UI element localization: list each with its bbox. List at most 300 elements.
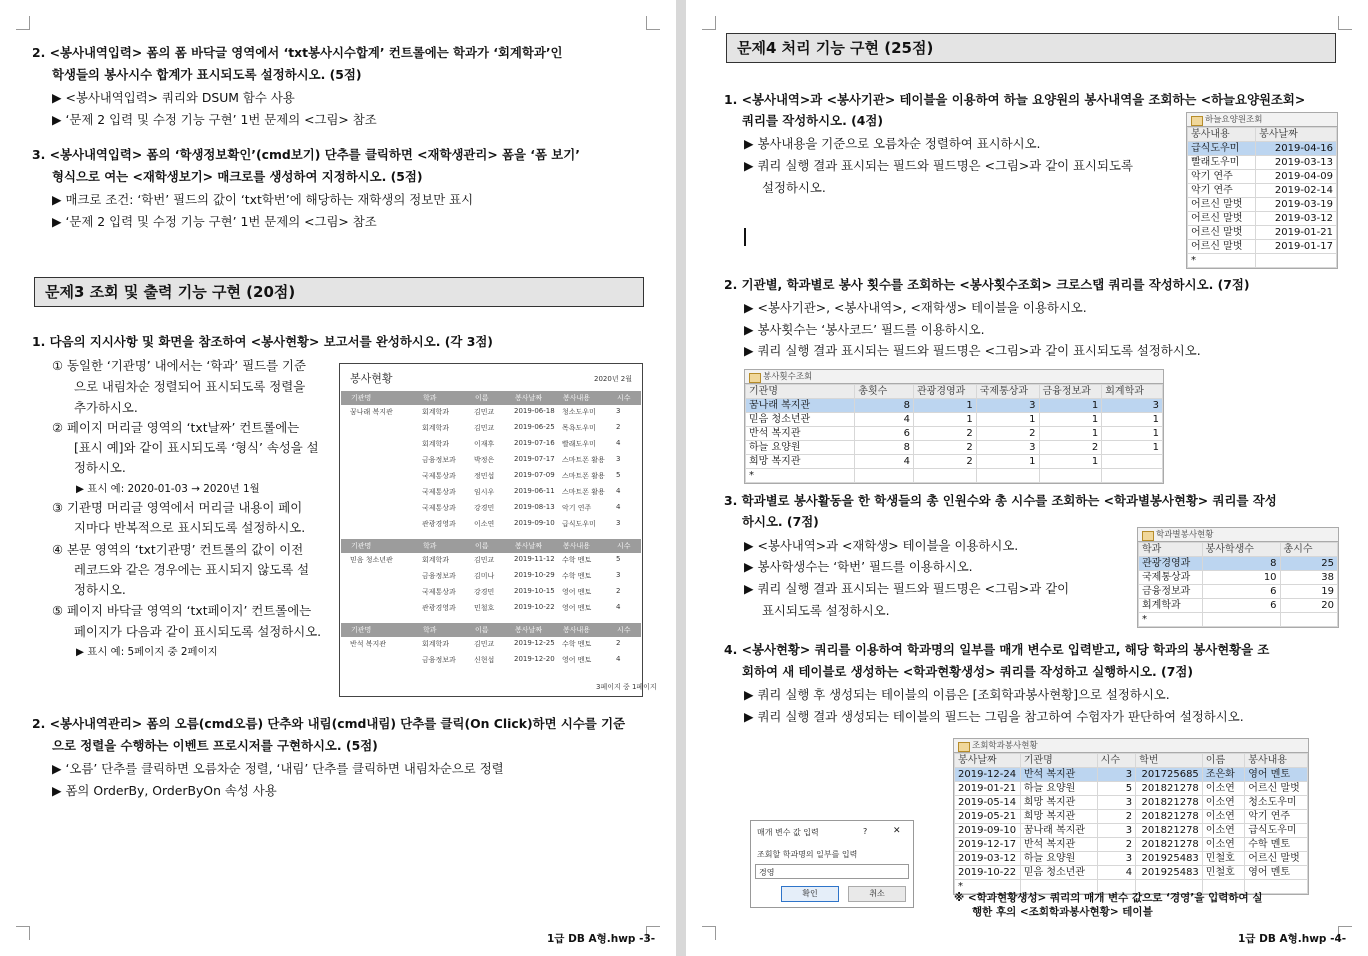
report-cell: 4	[616, 487, 621, 495]
report-header-cell: 학과	[423, 542, 437, 550]
report-cell: 5	[616, 471, 621, 479]
table-cell: 38	[1280, 571, 1337, 585]
report-cell: 2019-12-25	[514, 639, 555, 647]
q2-text: 2. <봉사내역입력> 폼의 폼 바닥글 영역에서 ‘txt봉사시수합계’ 컨트롤에는 학과가 ‘회계학과’인	[32, 45, 563, 60]
bullet: 설정하시오.	[762, 180, 826, 195]
report-cell: 김미나	[474, 572, 495, 580]
table-cell: 어르신 말벗	[1245, 852, 1308, 866]
table-cell: 하늘 요양원	[746, 441, 855, 455]
report-cell: 수학 멘토	[562, 556, 592, 564]
report-header-band	[341, 623, 641, 637]
report-cell: 4	[616, 603, 621, 611]
table-header-cell: 총시수	[1280, 543, 1337, 557]
table-cell: 4	[1097, 866, 1135, 880]
table-cell: 2019-04-16	[1256, 142, 1337, 156]
table-cell: 20	[1280, 599, 1337, 613]
table-cell: 악기 연주	[1188, 170, 1256, 184]
page-footer: 1급 DB A형.hwp -4-	[1238, 933, 1347, 945]
report-cell: 2019-11-12	[514, 555, 555, 563]
table-cell	[1102, 469, 1163, 483]
table-cell: 믿음 청소년관	[746, 413, 855, 427]
report-header-cell: 시수	[617, 394, 631, 402]
table-row	[746, 441, 1163, 455]
table-cell: 영어 멘토	[1245, 768, 1308, 782]
table-title: 조회학과봉사현황	[954, 739, 1308, 753]
table-header-row	[1188, 128, 1337, 142]
table-cell: 201925483	[1136, 852, 1203, 866]
instruction-line: 추가하시오.	[74, 400, 138, 415]
report-group-name: 믿음 청소년관	[350, 556, 393, 564]
table-cell: 201925483	[1136, 866, 1203, 880]
report-header-cell: 봉사내용	[563, 394, 591, 402]
table-cell: 1	[976, 413, 1039, 427]
report-cell: 2019-06-25	[514, 423, 555, 431]
report-cell: 국제통상과	[422, 504, 456, 512]
instruction-line: ③ 기관명 머리글 영역에서 머리글 내용이 페이	[52, 500, 303, 515]
table-cell: *	[955, 880, 1021, 894]
report-cell: 금융정보과	[422, 456, 456, 464]
parameter-input[interactable]: 경영	[755, 864, 909, 879]
report-cell: 5	[616, 555, 621, 563]
table-row	[1188, 198, 1337, 212]
page-4	[686, 0, 1368, 956]
query-result-table	[744, 369, 1164, 484]
table-cell: 1	[1039, 413, 1102, 427]
report-cell: 목욕도우미	[562, 424, 596, 432]
report-cell: 영어 멘토	[562, 588, 592, 596]
report-cell: 스마트폰 활용	[562, 472, 605, 480]
bullet: ▶ 쿼리 실행 결과 생성되는 테이블의 필드는 그림을 참고하여 수험자가 판단하여 설정하시오.	[744, 709, 1244, 724]
instruction-line: 으로 내림차순 정렬되어 표시되도록 정렬을	[74, 379, 306, 394]
report-cell: 금융정보과	[422, 656, 456, 664]
table-header-cell: 기관명	[1020, 754, 1097, 768]
table-cell: 2019-12-24	[955, 768, 1021, 782]
q3-text: 3. 학과별로 봉사활동을 한 학생들의 총 인원수와 총 시수를 조회하는 <학과별봉사현황> 쿼리를 작성	[724, 493, 1277, 508]
report-cell: 3	[616, 407, 621, 415]
report-header-cell: 기관명	[351, 542, 372, 550]
table-title: 학과별봉사현황	[1138, 528, 1338, 542]
note: ※ <학과현황생성> 쿼리의 매개 변수 값으로 ‘경영’을 입력하여 실	[954, 892, 1263, 904]
report-cell: 3	[616, 519, 621, 527]
bullet: ▶ 봉사횟수는 ‘봉사코드’ 필드를 이용하시오.	[744, 322, 985, 337]
table-header-cell: 시수	[1097, 754, 1135, 768]
table-row	[1188, 184, 1337, 198]
report-cell: 회계학과	[422, 640, 450, 648]
table-row	[1188, 142, 1337, 156]
table-header-cell: 국제통상과	[976, 385, 1039, 399]
bullet: ▶ ‘문제 2 입력 및 수정 기능 구현’ 1번 문제의 <그림> 참조	[52, 214, 377, 229]
table-cell: 믿음 청소년관	[1020, 866, 1097, 880]
query-result-table	[1137, 527, 1339, 628]
table-cell: 8	[855, 399, 914, 413]
report-cell: 박정은	[474, 456, 495, 464]
report-cell: 2019-12-20	[514, 655, 555, 663]
report-cell: 스마트폰 활용	[562, 488, 605, 496]
report-cell: 3	[616, 455, 621, 463]
table-row	[955, 866, 1308, 880]
table-cell: 2019-09-10	[955, 824, 1021, 838]
table-cell: 201821278	[1136, 782, 1203, 796]
table-cell: 2	[914, 455, 977, 469]
report-group-name: 반석 복지관	[350, 640, 387, 648]
bullet: ▶ <봉사내역>과 <재학생> 테이블을 이용하시오.	[744, 538, 1019, 553]
table-row	[1188, 240, 1337, 254]
table-cell: 어르신 말벗	[1188, 226, 1256, 240]
table-new-row	[1139, 613, 1338, 627]
table-header-cell: 봉사내용	[1245, 754, 1308, 768]
report-cell: 2019-08-13	[514, 503, 555, 511]
table-cell: 이소연	[1202, 782, 1244, 796]
table-header-row	[955, 754, 1308, 768]
bullet: ▶ 매크로 조건: ‘학번’ 필드의 값이 ‘txt학번’에 해당하는 재학생의 정보만 표시	[52, 192, 474, 207]
bullet: 표시되도록 설정하시오.	[762, 603, 890, 618]
table-title: 봉사횟수조회	[745, 370, 1163, 384]
table-cell: 2019-05-21	[955, 810, 1021, 824]
table-header-cell: 총횟수	[855, 385, 914, 399]
table-cell: 2019-12-17	[955, 838, 1021, 852]
report-cell: 빨래도우미	[562, 440, 596, 448]
table-row	[1188, 212, 1337, 226]
table-row	[1139, 571, 1338, 585]
instruction-line: ② 페이지 머리글 영역의 ‘txt날짜’ 컨트롤에는	[52, 420, 300, 435]
table-cell: 201821278	[1136, 838, 1203, 852]
report-cell: 국제통상과	[422, 488, 456, 496]
table-row	[955, 824, 1308, 838]
table-cell: 4	[855, 455, 914, 469]
table-cell: 2019-03-19	[1256, 198, 1337, 212]
help-icon[interactable]: ?	[863, 827, 868, 836]
report-cell: 신현섭	[474, 656, 495, 664]
report-cell: 2019-06-11	[514, 487, 555, 495]
table-cell: 2019-02-14	[1256, 184, 1337, 198]
table-cell: 청소도우미	[1245, 796, 1308, 810]
table-row	[1188, 226, 1337, 240]
ok-button[interactable]: 확인	[781, 886, 839, 902]
bullet: ▶ 쿼리 실행 결과 표시되는 필드와 필드명은 <그림>과 같이 표시되도록	[744, 158, 1133, 173]
table-cell: 1	[1039, 427, 1102, 441]
table-cell: *	[1139, 613, 1203, 627]
table-cell: 2019-01-17	[1256, 240, 1337, 254]
table-cell: 3	[1097, 768, 1135, 782]
table-cell: 2	[1039, 441, 1102, 455]
report-header-cell: 학과	[423, 626, 437, 634]
report-header-band	[341, 539, 641, 553]
table-cell: 관광경영과	[1139, 557, 1203, 571]
instruction-line: ▶ 표시 예: 5페이지 중 2페이지	[76, 646, 218, 658]
table-cell: 3	[1102, 399, 1163, 413]
q3-text: 하시오. (7점)	[742, 514, 819, 529]
report-header-cell: 이름	[475, 626, 489, 634]
report-header-cell: 기관명	[351, 394, 372, 402]
table-cell: 8	[1202, 557, 1280, 571]
table-cell: 2	[914, 427, 977, 441]
table-header-cell: 봉사내용	[1188, 128, 1256, 142]
report-cell: 회계학과	[422, 556, 450, 564]
section-heading: 문제3 조회 및 출력 기능 구현 (20점)	[34, 277, 644, 307]
table-row	[955, 810, 1308, 824]
report-cell: 강경민	[474, 504, 495, 512]
table-cell: 2	[1097, 810, 1135, 824]
table-cell: 10	[1202, 571, 1280, 585]
table-cell: 민철호	[1202, 866, 1244, 880]
q1-text: 쿼리를 작성하시오. (4점)	[742, 113, 884, 128]
table-cell: 2	[976, 427, 1039, 441]
q4-text: 회하여 새 테이블로 생성하는 <학과현황생성> 쿼리를 작성하고 실행하시오. (7점)	[742, 664, 1193, 679]
report-cell: 이재후	[474, 440, 495, 448]
parameter-dialog	[750, 820, 914, 908]
report-header-band	[341, 391, 641, 405]
table-cell: 2	[1097, 838, 1135, 852]
report-cell: 스마트폰 활용	[562, 456, 605, 464]
report-cell: 영어 멘토	[562, 604, 592, 612]
instruction-line: 정하시오.	[74, 460, 126, 475]
table-cell: 이소연	[1202, 824, 1244, 838]
report-date: 2020년 2월	[594, 375, 633, 383]
table-row	[955, 838, 1308, 852]
table-cell: 1	[1039, 399, 1102, 413]
table-cell: 조은화	[1202, 768, 1244, 782]
table-cell: 꿈나래 복지관	[746, 399, 855, 413]
report-header-cell: 시수	[617, 626, 631, 634]
report-title: 봉사현황	[350, 372, 393, 385]
table-row	[1139, 585, 1338, 599]
table-row	[746, 427, 1163, 441]
report-cell: 4	[616, 655, 621, 663]
report-cell: 악기 연주	[562, 504, 592, 512]
table-header-cell: 봉사날짜	[1256, 128, 1337, 142]
table-cell: 1	[914, 399, 977, 413]
table-cell: 어르신 말벗	[1188, 198, 1256, 212]
table-cell	[1102, 455, 1163, 469]
table-cell: 2019-05-14	[955, 796, 1021, 810]
query-result-table	[1186, 112, 1338, 269]
instruction-line: 정하시오.	[74, 582, 126, 597]
table-cell: 반석 복지관	[746, 427, 855, 441]
bullet: ▶ 쿼리 실행 결과 표시되는 필드와 필드명은 <그림>과 같이	[744, 581, 1070, 596]
table-cell: 민철호	[1202, 852, 1244, 866]
text-cursor	[744, 228, 746, 246]
table-cell: 수학 멘토	[1245, 838, 1308, 852]
report-cell: 이소연	[474, 520, 495, 528]
table-header-cell: 회계학과	[1102, 385, 1163, 399]
crop-mark	[702, 16, 716, 30]
report-header-cell: 이름	[475, 542, 489, 550]
table-cell: 1	[914, 413, 977, 427]
table-cell: 1	[976, 455, 1039, 469]
q1-text: 1. 다음의 지시사항 및 화면을 참조하여 <봉사현황> 보고서를 완성하시오. (각 3점)	[32, 334, 493, 349]
table-cell: 2	[914, 441, 977, 455]
page-footer: 1급 DB A형.hwp -3-	[547, 933, 656, 945]
report-cell: 2019-07-16	[514, 439, 555, 447]
table-header-cell: 학과	[1139, 543, 1203, 557]
table-row	[746, 455, 1163, 469]
report-cell: 관광경영과	[422, 520, 456, 528]
report-cell: 김민교	[474, 408, 495, 416]
table-cell: 5	[1097, 782, 1135, 796]
dialog-prompt: 조회할 학과명의 일부를 입력	[757, 850, 858, 859]
table-cell: *	[1188, 254, 1256, 268]
table-header-cell: 이름	[1202, 754, 1244, 768]
instruction-line: 지마다 반복적으로 표시되도록 설정하시오.	[74, 520, 306, 535]
table-cell: 2019-04-09	[1256, 170, 1337, 184]
report-header-cell: 봉사날짜	[515, 542, 543, 550]
report-header-cell: 봉사날짜	[515, 394, 543, 402]
cancel-button[interactable]: 취소	[848, 886, 906, 902]
table-cell: 국제통상과	[1139, 571, 1203, 585]
report-cell: 2019-07-17	[514, 455, 555, 463]
report-header-cell: 봉사날짜	[515, 626, 543, 634]
table-header-cell: 봉사날짜	[955, 754, 1021, 768]
instruction-line: ⑤ 페이지 바닥글 영역의 ‘txt페이지’ 컨트롤에는	[52, 603, 312, 618]
table-cell: 1	[1102, 413, 1163, 427]
table-cell: 8	[855, 441, 914, 455]
report-cell: 2	[616, 639, 621, 647]
report-header-cell: 봉사내용	[563, 542, 591, 550]
table-cell	[1202, 613, 1280, 627]
table-cell: 어르신 말벗	[1188, 212, 1256, 226]
table-cell: 3	[1097, 796, 1135, 810]
instruction-line: 페이지가 다음과 같이 표시되도록 설정하시오.	[74, 624, 322, 639]
table-row	[955, 796, 1308, 810]
bullet: ▶ <봉사내역입력> 쿼리와 DSUM 함수 사용	[52, 90, 295, 105]
q3-text: 3. <봉사내역입력> 폼의 ‘학생정보확인’(cmd보기) 단추를 클릭하면 <재학생관리> 폼을 ‘폼 보기’	[32, 147, 580, 162]
bullet: ▶ <봉사기관>, <봉사내역>, <재학생> 테이블을 이용하시오.	[744, 300, 1087, 315]
table-cell: 3	[976, 399, 1039, 413]
q2-text: 으로 정렬을 수행하는 이벤트 프로시저를 구현하시오. (5점)	[52, 738, 378, 753]
report-cell: 회계학과	[422, 440, 450, 448]
bullet: ▶ 폼의 OrderBy, OrderByOn 속성 사용	[52, 783, 277, 798]
table-cell: 1	[1102, 441, 1163, 455]
table-cell: 반석 복지관	[1020, 838, 1097, 852]
report-cell: 임시우	[474, 488, 495, 496]
report-cell: 청소도우미	[562, 408, 596, 416]
report-header-cell: 이름	[475, 394, 489, 402]
table-row	[746, 413, 1163, 427]
close-icon[interactable]: ✕	[893, 826, 901, 836]
bullet: ▶ 봉사학생수는 ‘학번’ 필드를 이용하시오.	[744, 559, 973, 574]
table-row	[1188, 156, 1337, 170]
table-cell: 어르신 말벗	[1188, 240, 1256, 254]
table-cell: 6	[1202, 599, 1280, 613]
table-header-row	[1139, 543, 1338, 557]
instruction-line: ▶ 표시 예: 2020-01-03 → 2020년 1월	[76, 483, 260, 495]
report-cell: 4	[616, 439, 621, 447]
q2-text: 2. <봉사내역관리> 폼의 오름(cmd오름) 단추와 내림(cmd내림) 단추를 클릭(On Click)하면 시수를 기준	[32, 716, 626, 731]
table-cell: 201725685	[1136, 768, 1203, 782]
table-header-cell: 기관명	[746, 385, 855, 399]
crop-mark	[16, 926, 30, 940]
table-row	[955, 782, 1308, 796]
report-header-cell: 봉사내용	[563, 626, 591, 634]
instruction-line: [표시 예]와 같이 표시되도록 ‘형식’ 속성을 설	[74, 440, 319, 455]
report-cell: 강경민	[474, 588, 495, 596]
report-cell: 김민교	[474, 556, 495, 564]
q4-text: 4. <봉사현황> 쿼리를 이용하여 학과명의 일부를 매개 변수로 입력받고, 해당 학과의 봉사현황을 조	[724, 642, 1270, 657]
report-group-name: 꿈나래 복지관	[350, 408, 393, 416]
instruction-line: 레코드와 같은 경우에는 표시되지 않도록 설	[74, 562, 310, 577]
q2-text: 학생들의 봉사시수 합계가 표시되도록 설정하시오. (5점)	[52, 67, 362, 82]
report-cell: 김민교	[474, 640, 495, 648]
report-cell: 2	[616, 423, 621, 431]
table-cell: 급식도우미	[1188, 142, 1256, 156]
report-header-cell: 기관명	[351, 626, 372, 634]
note: 행한 후의 <조회학과봉사현황> 테이블	[972, 906, 1153, 918]
table-header-cell: 관광경영과	[914, 385, 977, 399]
table-cell: *	[746, 469, 855, 483]
crop-mark	[702, 926, 716, 940]
table-row	[955, 852, 1308, 866]
report-cell: 급식도우미	[562, 520, 596, 528]
table-row	[955, 768, 1308, 782]
table-cell	[1280, 613, 1337, 627]
table-cell: 회계학과	[1139, 599, 1203, 613]
report-cell: 회계학과	[422, 408, 450, 416]
table-cell	[914, 469, 977, 483]
table-row	[1139, 599, 1338, 613]
table-row	[1188, 170, 1337, 184]
table-cell: 이소연	[1202, 838, 1244, 852]
table-cell: 희망 복지관	[1020, 796, 1097, 810]
table-row	[1139, 557, 1338, 571]
table-cell: 반석 복지관	[1020, 768, 1097, 782]
report-cell: 2019-10-29	[514, 571, 555, 579]
report-cell: 2019-09-10	[514, 519, 555, 527]
table-cell	[1256, 254, 1337, 268]
table-cell: 하늘 요양원	[1020, 852, 1097, 866]
table-cell: 201821278	[1136, 796, 1203, 810]
table-cell: 영어 멘토	[1245, 866, 1308, 880]
report-cell: 민철호	[474, 604, 495, 612]
instruction-line: ① 동일한 ‘기관명’ 내에서는 ‘학과’ 필드를 기준	[52, 358, 306, 373]
table-row	[746, 399, 1163, 413]
table-cell: 2019-01-21	[1256, 226, 1337, 240]
table-cell: 19	[1280, 585, 1337, 599]
dialog-title: 매개 변수 값 입력	[757, 828, 819, 837]
report-cell: 국제통상과	[422, 588, 456, 596]
report-cell: 영어 멘토	[562, 656, 592, 664]
bullet: ▶ 쿼리 실행 결과 표시되는 필드와 필드명은 <그림>과 같이 표시되도록 설정하시오.	[744, 343, 1201, 358]
table-cell: 악기 연주	[1245, 810, 1308, 824]
table-cell: 빨래도우미	[1188, 156, 1256, 170]
table-cell: 1	[1039, 455, 1102, 469]
table-cell: 하늘 요양원	[1020, 782, 1097, 796]
table-cell: 희망 복지관	[746, 455, 855, 469]
report-cell: 정민섭	[474, 472, 495, 480]
bullet: ▶ 봉사내용을 기준으로 오름차순 정렬하여 표시하시오.	[744, 136, 1041, 151]
page-3	[0, 0, 676, 956]
table-cell	[976, 469, 1039, 483]
report-cell: 4	[616, 503, 621, 511]
table-cell: 1	[1102, 427, 1163, 441]
report-cell: 2019-07-09	[514, 471, 555, 479]
report-cell: 2019-10-15	[514, 587, 555, 595]
report-cell: 김민교	[474, 424, 495, 432]
table-header-row	[746, 385, 1163, 399]
table-cell	[1039, 469, 1102, 483]
report-cell: 2019-06-18	[514, 407, 555, 415]
table-new-row	[746, 469, 1163, 483]
report-header-cell: 학과	[423, 394, 437, 402]
table-cell: 금융정보과	[1139, 585, 1203, 599]
table-cell: 2019-03-12	[955, 852, 1021, 866]
table-new-row	[1188, 254, 1337, 268]
table-cell: 2019-01-21	[955, 782, 1021, 796]
table-cell: 25	[1280, 557, 1337, 571]
table-header-cell: 봉사학생수	[1202, 543, 1280, 557]
table-cell: 이소연	[1202, 810, 1244, 824]
table-cell: 6	[1202, 585, 1280, 599]
report-cell: 수학 멘토	[562, 572, 592, 580]
